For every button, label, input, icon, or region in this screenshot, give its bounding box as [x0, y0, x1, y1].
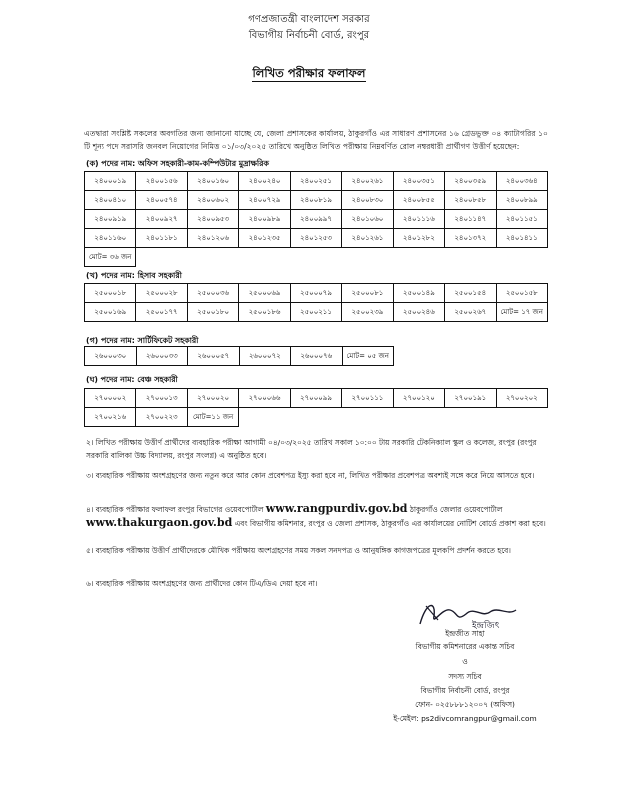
roll-cell: ২৪০১৩৭২: [445, 229, 496, 248]
table-row: [85, 172, 548, 191]
note-4-text-b: ঠাকুরগাঁও জেলার ওয়েবপোর্টাল: [409, 505, 503, 514]
signatory-role-1: বিভাগীয় কমিশনারের একান্ত সচিব: [415, 642, 515, 651]
roll-cell: ২৫০০০৬৯: [239, 284, 290, 303]
roll-cell: ২৪০০০১৯: [85, 172, 136, 191]
rangpurdiv-link[interactable]: www.rangpurdiv.gov.bd: [265, 502, 408, 515]
note-4: [86, 503, 548, 531]
roll-cell: ২৬০০০৭২: [239, 347, 291, 366]
roll-cell: ২৪০০৯১৯: [85, 210, 136, 229]
roll-cell: ২৪০১১৪৭: [445, 210, 496, 229]
roll-cell: ২৪০০১৬০: [187, 172, 238, 191]
total-cell: মোট= ১৭ জন: [496, 303, 548, 322]
roll-cell: ২৪০১২৬১: [342, 229, 393, 248]
roll-cell: ২৪০১২৫৩: [290, 229, 341, 248]
total-cell: মোট= ৩৬ জন: [85, 248, 136, 267]
signatory-board: বিভাগীয় নির্বাচনী বোর্ড, রংপুর: [420, 686, 510, 695]
signature-mark: [412, 596, 522, 632]
section-kha-title: (খ) পদের নাম: হিসাব সহকারী: [86, 271, 182, 280]
roll-cell: ২৪০১৪১১: [496, 229, 548, 248]
section-ka-table: [84, 171, 548, 267]
note-3: ৩। ব্যবহারিক পরীক্ষায় অংশগ্রহণের জন্য নতুন করে আর কোন প্রবেশপত্র ইস্যু করা হবে না, লিখিত পরীক্ষার প্রবেশপত্র অবশ্যই সঙ্গে করে নিয়ে আসতে হবে।: [86, 471, 535, 480]
roll-cell: ২৫০০২১১: [290, 303, 341, 322]
empty-cell: [136, 248, 548, 267]
section-ga-title: (গ) পদের নাম: সার্টিফিকেট সহকারী: [86, 336, 199, 345]
roll-cell: ২৭০০০২০: [187, 389, 238, 408]
note-6: ৬। ব্যবহারিক পরীক্ষায় অংশগ্রহণের জন্য প্রার্থীদের কোন টিএ/ডিএ দেয়া হবে না।: [86, 579, 318, 588]
roll-cell: ২৫০০০১৮: [85, 284, 136, 303]
roll-cell: ২৪০০৫৭৪: [136, 191, 187, 210]
section-ka-title: (ক) পদের নাম: অফিস সহকারী-কাম-কম্পিউটার মুদ্রাক্ষরিক: [86, 159, 269, 168]
roll-cell: ২৭০০০১৩: [136, 389, 187, 408]
roll-cell: ২৭০০২১৬: [85, 408, 136, 427]
section-gha-table: [84, 388, 548, 427]
table-row: [85, 284, 548, 303]
roll-cell: ২৫০০০৮১: [342, 284, 393, 303]
roll-cell: ২৪০১২৩৫: [239, 229, 290, 248]
note-2: ২। লিখিত পরীক্ষায় উত্তীর্ণ প্রার্থীদের ব্যবহারিক পরীক্ষা আগামী ০৪/০৩/২০২৫ তারিখ সকাল ১০:০০ টায় সরকারি টেকনিক্যাল স্কুল ও কলেজ, রংপুর (রংপুর সরকারি বালিকা উচ্চ বিদ্যালয়, রংপুর সংলগ্ন) এ অনুষ্ঠিত হবে।: [86, 438, 537, 460]
roll-cell: ২৪০০২৫১: [290, 172, 341, 191]
table-row: [85, 229, 548, 248]
signatory-and: ও: [462, 657, 468, 666]
roll-cell: ২৪০১১৮১: [136, 229, 187, 248]
signatory-phone: ফোন- ০২৫৮৮৮১২০০৭ (অফিস): [415, 700, 515, 709]
table-row: [85, 210, 548, 229]
roll-cell: ২৬০০০৫৭: [188, 347, 240, 366]
roll-cell: ২৪০০৯৯৭: [290, 210, 341, 229]
table-row: [85, 303, 548, 322]
intro-paragraph: এতদ্বারা সংশ্লিষ্ট সকলের অবগতির জন্য জানানো যাচ্ছে যে, জেলা প্রশাসকের কার্যালয়, ঠাকুরগাঁও এর সাধারণ প্রশাসনের ১৬ গ্রেডভুক্ত ০৪ ক্যাটাগরির ১০ টি শূন্য পদে সরাসরি জনবল নিয়োগের নিমিত্ত ০১/০৩/২০২৫ তারিখে অনুষ্ঠিত লিখিত পরীক্ষায় নিম্নবর্ণিত রোল নম্বরধারী প্রার্থীগণ উত্তীর্ণ হয়েছেন:: [84, 129, 548, 151]
roll-cell: ২৭০০০০২: [85, 389, 136, 408]
roll-cell: ২৫০০১৮৬: [239, 303, 290, 322]
roll-cell: ২৪০০৩৫৯: [445, 172, 496, 191]
roll-cell: ২৫০০০৩৬: [187, 284, 238, 303]
roll-cell: ২৭০০১২০: [393, 389, 444, 408]
note-4-text-c: এবং বিভাগীয় কমিশনার, রংপুর ও জেলা প্রশাসক, ঠাকুরগাঁও এর কার্যালয়ের নোটিশ বোর্ডে প্রকাশ করা হবে।: [234, 518, 546, 528]
roll-cell: ২৪০০৭২৯: [239, 191, 290, 210]
roll-cell: ২৭০০২০২: [496, 389, 548, 408]
roll-cell: ২৫০০১৭৭: [136, 303, 187, 322]
note-4-text-a: ৪। ব্যবহারিক পরীক্ষার ফলাফল রংপুর বিভাগের ওয়েবপোর্টাল: [86, 505, 264, 514]
roll-cell: ২৭০০২২৩: [136, 408, 187, 427]
page-title: লিখিত পরীক্ষার ফলাফল: [252, 66, 366, 80]
roll-cell: ২৭০০১১১: [342, 389, 393, 408]
signatory-role-2: সদস্য সচিব: [448, 672, 482, 681]
section-kha-table: [84, 283, 548, 322]
roll-cell: ২৪০০৯৮৯: [239, 210, 290, 229]
roll-cell: ২৪০০৯৫৩: [187, 210, 238, 229]
roll-cell: ২৪০০৯২৭: [136, 210, 187, 229]
roll-cell: ২৪০০৮১৯: [290, 191, 341, 210]
roll-cell: ২৬০০০৭৬: [291, 347, 343, 366]
signatory-email: ই-মেইল: ps2divcomrangpur@gmail.com: [393, 714, 537, 723]
roll-cell: ২৭০০০৬৬: [239, 389, 290, 408]
roll-cell: ২৫০০১৫৪: [445, 284, 496, 303]
roll-cell: ২৫০০২৬৭: [445, 303, 496, 322]
table-row: [85, 408, 548, 427]
empty-cell: [239, 408, 548, 427]
roll-cell: ২৪০১১১৬: [393, 210, 444, 229]
roll-cell: ২৪০১২০৬: [187, 229, 238, 248]
roll-cell: ২৪০০৩৫১: [393, 172, 444, 191]
roll-cell: ২৫০০১৮০: [187, 303, 238, 322]
roll-cell: ২৫০০০৭৯: [290, 284, 341, 303]
roll-cell: ২৫০০০২৮: [136, 284, 187, 303]
roll-cell: ২৪০০৬০২: [187, 191, 238, 210]
table-row: [85, 347, 394, 366]
table-row: [85, 191, 548, 210]
roll-cell: ২৪০০৮৯৯: [496, 191, 548, 210]
board-header: বিভাগীয় নির্বাচনী বোর্ড, রংপুর: [248, 30, 370, 41]
roll-cell: ২৪০০৪১০: [85, 191, 136, 210]
section-gha-title: (ঘ) পদের নাম: বেঞ্চ সহকারী: [86, 375, 178, 384]
roll-cell: ২৪০১১৬০: [85, 229, 136, 248]
roll-cell: ২৫০০১৪৯: [393, 284, 444, 303]
table-row: [85, 248, 548, 267]
roll-cell: ২৪০১২৮২: [393, 229, 444, 248]
roll-cell: ২৪০০৮৫৫: [393, 191, 444, 210]
thakurgaon-link[interactable]: www.thakurgaon.gov.bd: [86, 515, 233, 529]
total-cell: মোট= ০৫ জন: [342, 347, 394, 366]
roll-cell: ২৫০০২৪৬: [393, 303, 444, 322]
section-ga-table: [84, 346, 394, 366]
table-row: [85, 389, 548, 408]
roll-cell: ২৭০০১৯১: [445, 389, 496, 408]
roll-cell: ২৪০০২৪০: [239, 172, 290, 191]
roll-cell: ২৪০১০৬০: [342, 210, 393, 229]
roll-cell: ২৪০০৮৫৮: [445, 191, 496, 210]
govt-header: গণপ্রজাতন্ত্রী বাংলাদেশ সরকার: [248, 14, 370, 25]
roll-cell: ২৪০০৮৩০: [342, 191, 393, 210]
roll-cell: ২৪০১১৫১: [496, 210, 548, 229]
roll-cell: ২৪০০২৬১: [342, 172, 393, 191]
total-cell: মোট=১১ জন: [187, 408, 238, 427]
roll-cell: ২৫০০১৬৯: [85, 303, 136, 322]
signatory-name: ইন্দ্রজীত সাহা: [445, 629, 485, 638]
roll-cell: ২৭০০০৯৯: [290, 389, 341, 408]
roll-cell: ২৪০০১৫৬: [136, 172, 187, 191]
roll-cell: ২৪০০৩৬৪: [496, 172, 548, 191]
roll-cell: ২৬০০০৩৩: [136, 347, 188, 366]
svg-text:ইন্দ্রজিৎ: ইন্দ্রজিৎ: [472, 621, 500, 631]
roll-cell: ২৫০০১৫৮: [496, 284, 548, 303]
roll-cell: ২৬০০০৩০: [85, 347, 137, 366]
roll-cell: ২৫০০২৩৯: [342, 303, 393, 322]
note-5: ৫। ব্যবহারিক পরীক্ষায় উত্তীর্ণ প্রার্থীদেরকে মৌখিক পরীক্ষায় অংশগ্রহণের সময় সকল সনদপত্র ও আনুষঙ্গিক কাগজপত্রের মূলকপি প্রদর্শন করতে হবে।: [86, 546, 511, 555]
